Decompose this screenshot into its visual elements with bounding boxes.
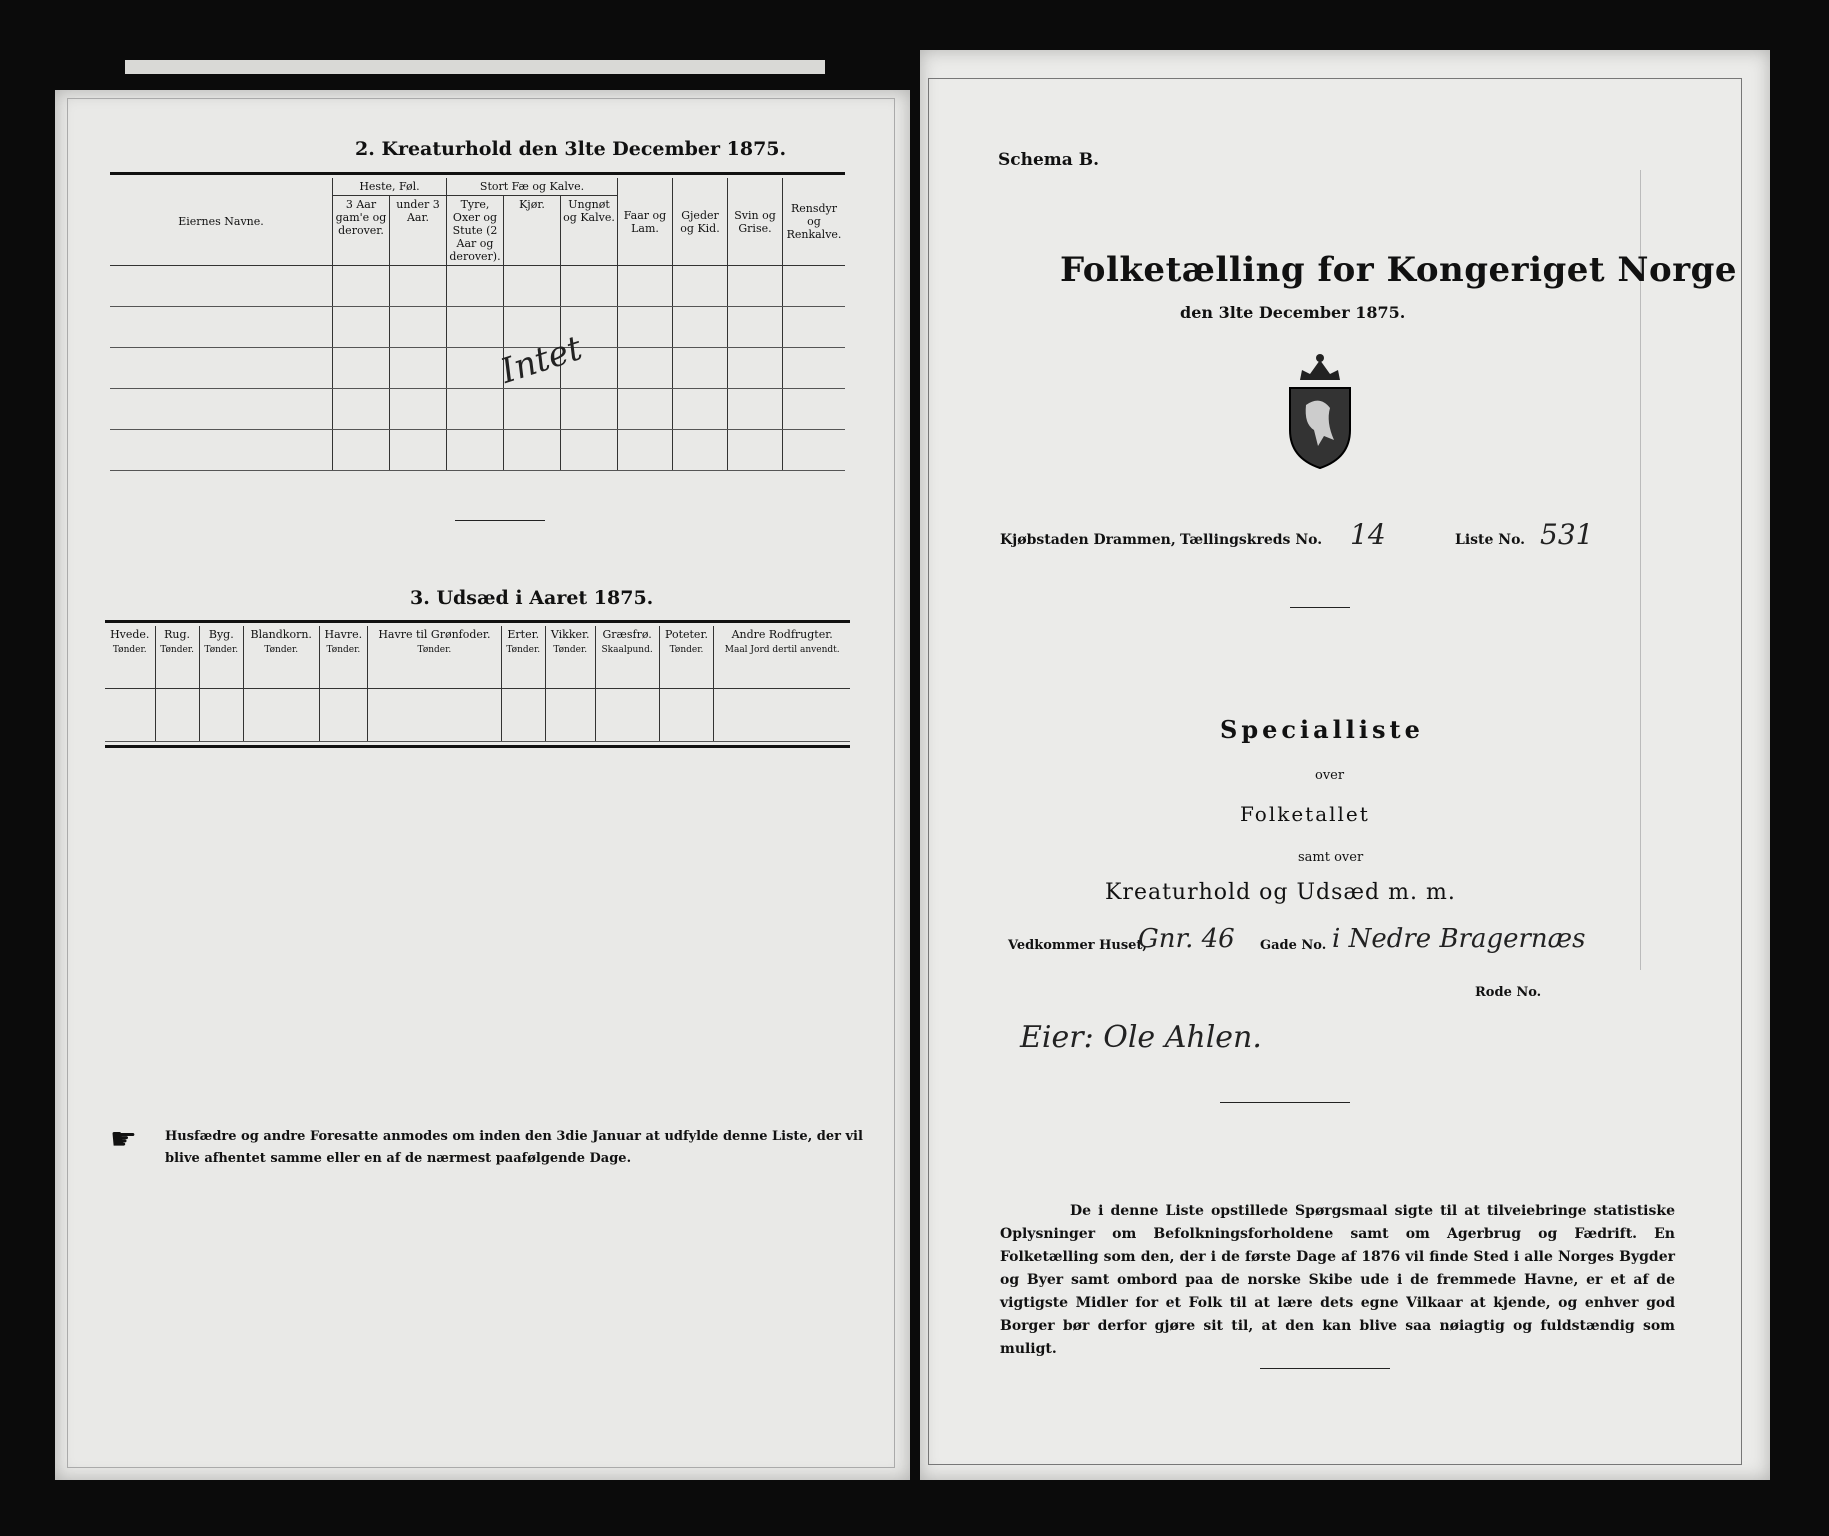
specialliste-title: Specialliste	[1220, 715, 1424, 744]
notice-text: Husfædre og andre Foresatte anmodes om inden den 3die Januar at udfylde denne Liste, der vil blive afhentet samme eller en af de nærmest paafølgende Dage.	[165, 1129, 863, 1166]
seed-col-name: Byg.	[208, 628, 234, 641]
seed-cell	[368, 689, 502, 742]
seed-col-name: Havre til Grønfoder.	[378, 628, 491, 641]
seed-col-name: Rug.	[164, 628, 191, 641]
seed-cell	[659, 689, 714, 742]
schema-label: Schema B.	[998, 150, 1100, 170]
coat-of-arms-icon	[1280, 350, 1360, 470]
seed-col-name: Hvede.	[110, 628, 150, 641]
col-heste-group: Heste, Føl.	[333, 178, 447, 196]
seed-col-unit: Skaalpund.	[601, 645, 653, 655]
district-label: Tællingskreds No.	[1180, 532, 1323, 548]
table-row	[110, 389, 845, 430]
livestock-table	[110, 178, 845, 471]
town-label: Kjøbstaden Drammen,	[1000, 532, 1176, 548]
list-label: Liste No.	[1455, 532, 1526, 548]
seed-col-unit: Tønder.	[417, 645, 452, 655]
separator-rule	[1220, 1102, 1350, 1103]
district-value: 14	[1350, 518, 1386, 551]
seed-col-unit: Tønder.	[326, 645, 361, 655]
seed-col-header	[199, 626, 243, 689]
gade-label: Gade No.	[1260, 938, 1327, 953]
seed-cell	[155, 689, 199, 742]
col-stort-fae-group: Stort Fæ og Kalve.	[447, 178, 618, 196]
seed-col-name: Andre Rodfrugter.	[731, 628, 833, 641]
seed-col-name: Erter.	[507, 628, 540, 641]
table-row	[110, 348, 845, 389]
pointing-hand-icon: ☛	[110, 1122, 137, 1157]
col-ungnot: Ungnøt og Kalve.	[561, 196, 618, 266]
kreaturhold-title: Kreaturhold og Udsæd m. m.	[1105, 880, 1456, 905]
col-gjeder: Gjeder og Kid.	[673, 178, 728, 266]
seed-col-unit: Tønder.	[553, 645, 588, 655]
table-row	[110, 266, 845, 307]
seed-col-header	[545, 626, 595, 689]
over-text: over	[1315, 768, 1345, 783]
col-heste-a: 3 Aar gam'e og derover.	[333, 196, 390, 266]
page-edge	[125, 60, 825, 74]
gade-hand: i Nedre Bragernæs	[1332, 924, 1586, 954]
right-page	[920, 50, 1770, 1480]
seed-col-header	[595, 626, 659, 689]
seed-cell	[595, 689, 659, 742]
col-faar: Faar og Lam.	[618, 178, 673, 266]
seed-col-unit: Tønder.	[669, 645, 704, 655]
col-tyre: Tyre, Oxer og Stute (2 Aar og derover).	[447, 196, 504, 266]
left-page	[55, 90, 910, 1480]
date-line: den 3lte December 1875.	[1180, 303, 1406, 322]
separator-rule	[1290, 607, 1350, 608]
seed-col-name: Poteter.	[665, 628, 708, 641]
seed-col-unit: Tønder.	[160, 645, 194, 655]
separator-rule	[1260, 1368, 1390, 1369]
seed-table-top-rule	[105, 620, 850, 623]
eier-hand: Eier: Ole Ahlen.	[1020, 1020, 1262, 1055]
intro-paragraph: De i denne Liste opstillede Spørgsmaal sigte til at tilveiebringe statistiske Oplysninger om Befolkningsforholdene samt om Agerbrug og Fædrift. En Folketælling som den, der i de første Dage af 1876 vil finde Sted i alle Norges Bygder og Byer samt ombord paa de norske Skibe ude i de fremmede Havne, er et af de vigtigste Midler for et Folk til at lære dets egne Vilkaar at kjende, og enhver god Borger bør derfor gjøre sit til, at den kan blive saa nøiagtig og fuldstændig som muligt.	[1000, 1203, 1675, 1357]
col-rensdyr: Rensdyr og Renkalve.	[783, 178, 846, 266]
seed-col-unit: Tønder.	[264, 645, 299, 655]
samt-over-text: samt over	[1298, 850, 1364, 865]
seed-col-unit: Tønder.	[506, 645, 541, 655]
vedkommer-hand: Gnr. 46	[1138, 924, 1235, 954]
handwriting-intet: Intet	[495, 328, 587, 392]
seed-col-unit: Tønder.	[204, 645, 239, 655]
seed-col-header	[714, 626, 850, 689]
seed-cell	[105, 689, 155, 742]
seed-col-unit: Maal Jord dertil anvendt.	[724, 645, 840, 655]
seed-cell	[199, 689, 243, 742]
col-heste-b: under 3 Aar.	[390, 196, 447, 266]
col-owner: Eiernes Navne.	[110, 178, 333, 266]
list-value: 531	[1540, 518, 1594, 551]
seed-table-bottom-rule	[105, 745, 850, 748]
rode-label: Rode No.	[1475, 985, 1542, 1000]
seed-col-name: Græsfrø.	[602, 628, 652, 641]
seed-cell	[545, 689, 595, 742]
seed-col-unit: Tønder.	[112, 645, 147, 655]
seed-cell	[243, 689, 319, 742]
seed-col-header	[155, 626, 199, 689]
seed-col-header	[243, 626, 319, 689]
seed-cell	[319, 689, 368, 742]
seed-col-header	[319, 626, 368, 689]
separator-rule	[455, 520, 545, 521]
seed-col-header	[659, 626, 714, 689]
col-svin: Svin og Grise.	[728, 178, 783, 266]
faint-bleed-column	[1640, 170, 1741, 970]
main-title: Folketælling for Kongeriget Norge	[1060, 250, 1738, 290]
table-top-rule	[110, 172, 845, 175]
folketallet-title: Folketallet	[1240, 802, 1370, 826]
table-row	[110, 307, 845, 348]
vedkommer-label: Vedkommer Huset,	[1008, 938, 1147, 953]
table-row	[105, 689, 850, 742]
seed-col-header	[501, 626, 545, 689]
table-row	[110, 430, 845, 471]
seed-cell	[714, 689, 850, 742]
seed-cell	[501, 689, 545, 742]
seed-col-name: Havre.	[324, 628, 363, 641]
seed-col-header	[368, 626, 502, 689]
section2-title: 2. Kreaturhold den 3lte December 1875.	[355, 138, 787, 160]
seed-col-header	[105, 626, 155, 689]
seed-col-name: Blandkorn.	[250, 628, 312, 641]
section3-title: 3. Udsæd i Aaret 1875.	[410, 587, 654, 609]
col-kjor: Kjør.	[504, 196, 561, 266]
seed-table	[105, 626, 850, 742]
seed-col-name: Vikker.	[550, 628, 590, 641]
